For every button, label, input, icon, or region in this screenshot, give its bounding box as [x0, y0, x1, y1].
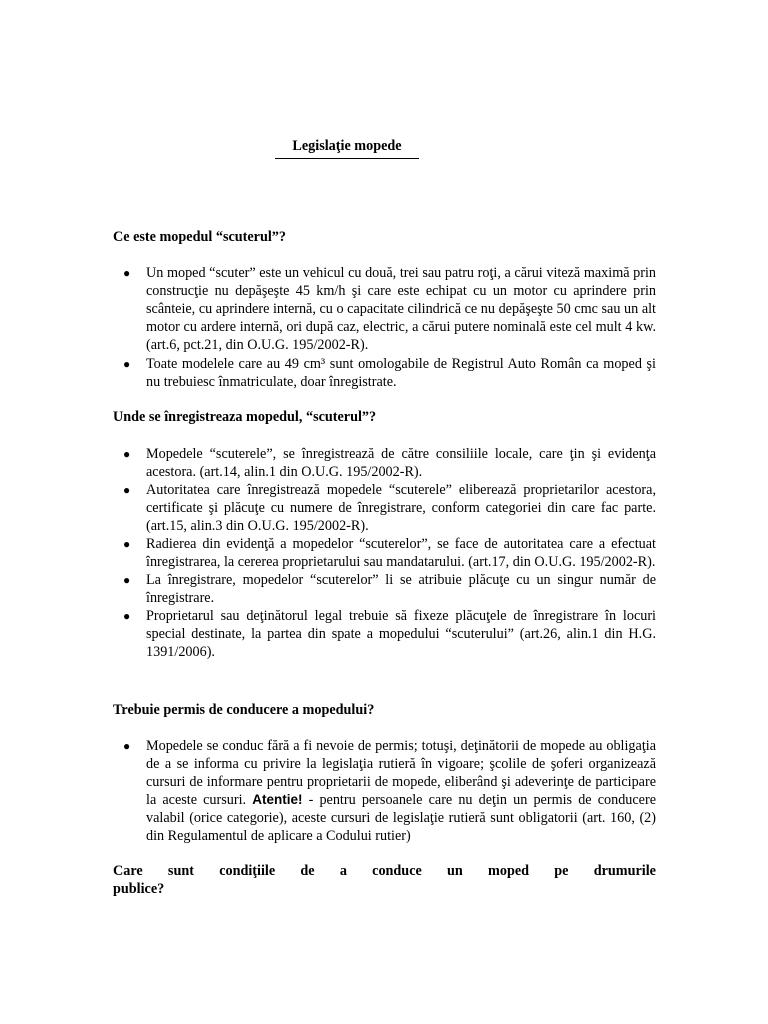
- bullet-icon: ●: [123, 357, 131, 371]
- bullet-icon: ●: [123, 537, 131, 551]
- list-item-text: Radierea din evidenţă a mopedelor “scuterelor”, se face de autoritatea care a efectuat înregistrarea, la cererea proprietarului sau mandatarului. (art.17, din O.U.G. 195/2002-R).: [146, 536, 656, 570]
- list-item-text: Mopedele se conduc fără a fi nevoie de permis; totuşi, deţinătorii de mopede au obligaţia de a se informa cu privire la legislaţia rutieră în vigoare; şcolile de şoferi organizează cursuri de informare pentru proprietarii de mopede, eliberând şi adeverinţe de participare la aceste cursuri.: [146, 738, 656, 808]
- bullet-icon: ●: [123, 483, 131, 497]
- list-item-text: Un moped “scuter” este un vehicul cu două, trei sau patru roţi, a cărui viteză maximă prin construcţie nu depăşeşte 45 km/h şi care este echipat cu un motor cu aprindere prin scânteie, cu aprindere internă, cu o capacitate cilindrică ce nu depăşeşte 50 cmc sau un alt motor cu ardere internă, ori după caz, electric, a cărui putere nominală este cel mult 4 kw. (art.6, pct.21, din O.U.G. 195/2002-R).: [146, 265, 656, 353]
- heading-line-1: [113, 862, 656, 880]
- heading-word: condiţiile: [219, 863, 276, 879]
- list-item-text-continued: - pentru persoanele care nu deţin un permis de conducere valabil (orice categorie), aceste cursuri de legislaţie rutieră sunt obligatorii (art. 160, (2) din Regulamentul de aplicare a Codului rutier): [146, 792, 656, 844]
- heading-word: un: [447, 863, 463, 879]
- heading-word: pe: [554, 863, 569, 879]
- list-item: [123, 571, 656, 607]
- list-item-text: Toate modelele care au 49 cm³ sunt omologabile de Registrul Auto Român ca moped şi nu trebuiesc înmatriculate, doar înregistrate.: [146, 356, 656, 390]
- list-item-text: Mopedele “scuterele”, se înregistrează de către consiliile locale, care ţin şi evidenţa acestora. (art.14, alin.1 din O.U.G. 195/2002-R).: [146, 446, 656, 480]
- heading-word: conduce: [372, 863, 422, 879]
- bullet-icon: ●: [123, 739, 131, 753]
- list-item: [123, 607, 656, 661]
- bullet-list-license: [0, 737, 656, 845]
- heading-word: de: [300, 863, 315, 879]
- bullet-icon: ●: [123, 609, 131, 623]
- section-heading-conditions: [113, 862, 656, 898]
- list-item: [123, 535, 656, 571]
- heading-word: drumurile: [593, 863, 656, 879]
- list-item: [123, 445, 656, 481]
- section-heading-what-is-moped: Ce este mopedul “scuterul”?: [113, 229, 286, 245]
- list-item-text: La înregistrare, mopedelor “scuterelor” li se atribuie plăcuţe cu un singur număr de înregistrare.: [146, 572, 656, 606]
- bullet-icon: ●: [123, 447, 131, 461]
- section-heading-registration: Unde se înregistreaza mopedul, “scuterul”?: [113, 409, 377, 425]
- heading-word: Care: [113, 863, 143, 879]
- document-title: Legislaţie mopede: [275, 137, 419, 159]
- list-item: [123, 264, 656, 354]
- heading-word: moped: [488, 863, 530, 879]
- bullet-list-registration: [0, 445, 656, 661]
- section-heading-license: Trebuie permis de conducere a mopedului?: [113, 702, 375, 718]
- list-item-text: Autoritatea care înregistrează mopedele “scuterele” eliberează proprietarilor acestora, certificate şi plăcuţe cu numere de înregistrare, conform categoriei din care fac parte. (art.15, alin.3 din O.U.G. 195/2002-R).: [146, 482, 656, 534]
- list-item: [123, 481, 656, 535]
- bullet-icon: ●: [123, 266, 131, 280]
- list-item-text: Proprietarul sau deţinătorul legal trebuie să fixeze plăcuţele de înregistrare în locuri special destinate, la partea din spate a mopedului “scuterului” (art.26, alin.1 din H.G. 1391/2006).: [146, 608, 656, 660]
- heading-word: sunt: [167, 863, 194, 879]
- heading-line-2: publice?: [113, 881, 165, 897]
- bullet-icon: ●: [123, 573, 131, 587]
- list-item: [123, 355, 656, 391]
- warning-label: Atentie!: [252, 792, 303, 807]
- heading-word: a: [339, 863, 347, 879]
- bullet-list-what-is-moped: [0, 264, 656, 391]
- list-item: [123, 737, 656, 845]
